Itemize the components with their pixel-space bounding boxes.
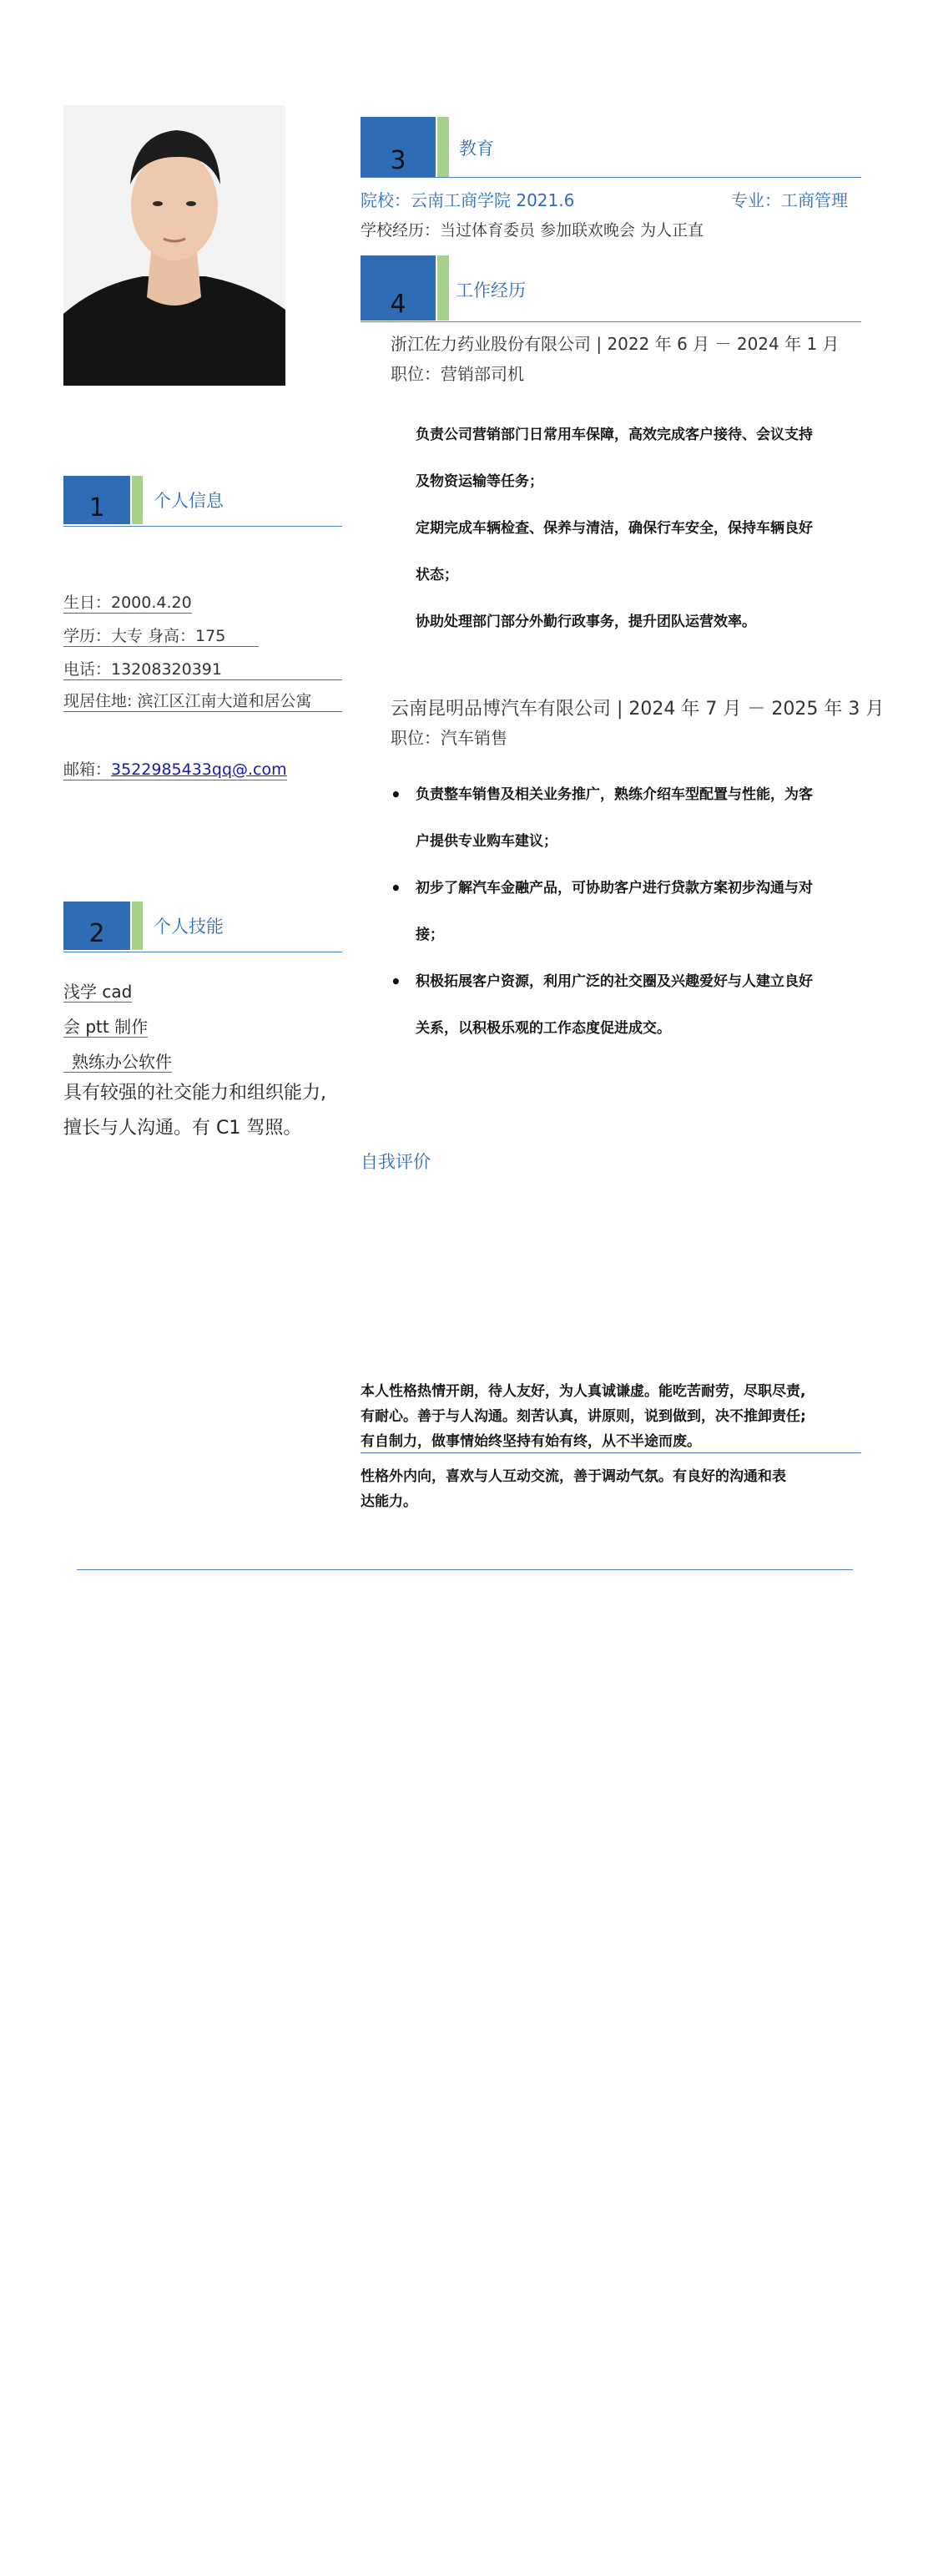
section-divider (361, 321, 861, 322)
job1-company: 浙江佐力药业股份有限公司 | 2022 年 6 月 － 2024 年 1 月 (391, 334, 840, 354)
school-name: 院校：云南工商学院 2021.6 (361, 190, 575, 210)
job2-position: 职位：汽车销售 (391, 728, 507, 748)
section-accent-bar (437, 117, 449, 177)
list-item: • 初步了解汽车金融产品，可协助客户进行贷款方案初步沟通与对 接； (391, 865, 875, 958)
self-eval-line: 有耐心。善于与人沟通。刻苦认真，讲原则，说到做到，决不推卸责任; (361, 1408, 806, 1425)
email-row (63, 760, 287, 780)
section-accent-bar (437, 255, 449, 321)
self-eval-line: 有自制力，做事情始终坚持有始有终，从不半途而废。 (361, 1433, 701, 1450)
section-title-education: 教育 (459, 139, 494, 159)
section-divider (361, 177, 861, 178)
self-eval-line: 本人性格热情开朗，待人友好，为人真诚谦虚。能吃苦耐劳，尽职尽责, (361, 1383, 806, 1400)
job1-duty-line: 协助处理部门部分外勤行政事务，提升团队运营效率。 (416, 614, 756, 630)
section-number-3: 3 (361, 117, 436, 177)
job1-duty-line: 负责公司营销部门日常用车保障，高效完成客户接待、会议支持 (416, 427, 813, 443)
section-divider (63, 526, 342, 527)
birth-date: 生日：2000.4.20 (63, 593, 192, 612)
address: 现居住地: 滨江区江南大道和居公寓 (63, 691, 342, 712)
skill-ppt: 会 ptt 制作 (63, 1017, 149, 1037)
section-number-2: 2 (63, 902, 130, 950)
school-experience: 学校经历：当过体育委员 参加联欢晚会 为人正直 (361, 221, 704, 240)
education-height: 学历：大专 身高：175 (63, 626, 259, 647)
section-number-1: 1 (63, 476, 130, 524)
self-eval-line: 性格外内向，喜欢与人互动交流，善于调动气氛。有良好的沟通和表 (361, 1468, 786, 1485)
self-eval-line: 达能力。 (361, 1493, 417, 1510)
section-title-work: 工作经历 (456, 280, 526, 301)
section-title-skills: 个人技能 (154, 917, 224, 937)
section-accent-bar (132, 476, 143, 524)
skill-cad: 浅学 cad (63, 982, 133, 1002)
section-number-4: 4 (361, 255, 436, 321)
skill-social: 具有较强的社交能力和组织能力, (63, 1083, 326, 1104)
job1-duty-line: 状态； (416, 567, 458, 583)
skill-communication: 擅长与人沟通。有 C1 驾照。 (63, 1118, 302, 1139)
email-label: 邮箱： (63, 760, 112, 779)
list-item: • 积极拓展客户资源，利用广泛的社交圈及兴趣爱好与人建立良好 关系，以积极乐观的工作态度促进成交。 (391, 958, 875, 1052)
email-link[interactable]: 3522985433qq@.com (111, 760, 287, 779)
job1-position: 职位：营销部司机 (391, 364, 524, 384)
job1-duty-line: 及物资运输等任务； (416, 473, 543, 490)
job2-duty-list (391, 771, 875, 1052)
section-accent-bar (132, 902, 143, 950)
skill-office: 熟练办公软件 (63, 1052, 172, 1073)
section-title-personal-info: 个人信息 (154, 491, 224, 511)
section-title-self-eval: 自我评价 (361, 1152, 431, 1172)
profile-photo (63, 105, 285, 386)
self-eval-divider (361, 1452, 861, 1453)
job2-company: 云南昆明品博汽车有限公司 | 2024 年 7 月 － 2025 年 3 月 (391, 699, 885, 720)
major: 专业：工商管理 (731, 190, 848, 210)
list-item: • 负责整车销售及相关业务推广，熟练介绍车型配置与性能，为客 户提供专业购车建议； (391, 771, 875, 865)
job1-duty-line: 定期完成车辆检查、保养与清洁，确保行车安全，保持车辆良好 (416, 520, 813, 537)
footer-divider (77, 1569, 853, 1570)
phone-number: 电话：13208320391 (63, 659, 342, 680)
